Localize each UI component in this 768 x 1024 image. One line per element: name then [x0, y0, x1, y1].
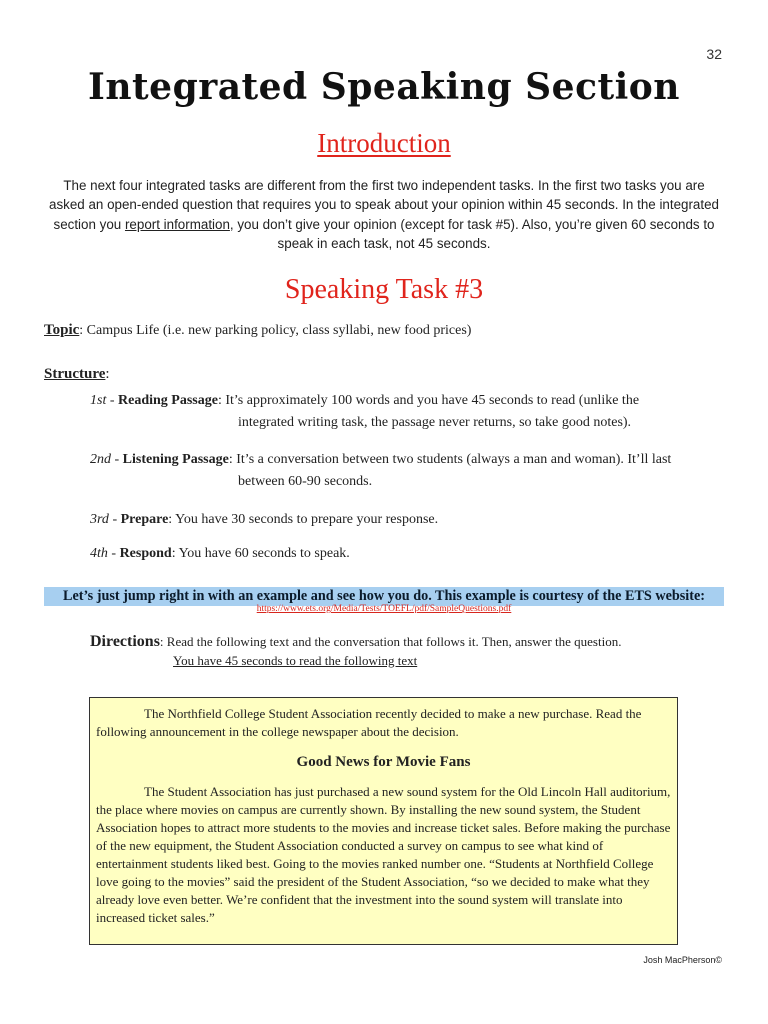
structure-step-2 [90, 449, 671, 493]
structure-label: Structure [44, 366, 106, 382]
introduction-heading: Introduction [317, 128, 451, 158]
example-banner: Let’s just jump right in with an example and see how you do. This example is courtesy of the ETS website: [44, 587, 724, 606]
step-dash: - [107, 546, 120, 561]
step-name: Prepare [120, 512, 169, 527]
structure-step-1 [90, 390, 639, 434]
ets-sample-questions-link[interactable]: https://www.ets.org/Media/Tests/TOEFL/pdf/SampleQuestions.pdf [256, 604, 512, 614]
author-credit: Josh MacPherson© [643, 955, 722, 965]
page-number: 32 [706, 46, 722, 62]
step-ordinal: 4th [90, 546, 108, 561]
step-ordinal: 3rd [90, 512, 109, 527]
topic-text: : Campus Life (i.e. new parking policy, class syllabi, new food prices) [79, 323, 472, 338]
step-dash: - [111, 452, 123, 467]
directions-block [90, 632, 621, 670]
structure-colon: : [105, 366, 110, 382]
announcement-body: The Student Association has just purchased a new sound system for the Old Lincoln Hall auditorium, the place where movies on campus are currently shown. By installing the new sound system, the Student Association hopes to attract more students to the movies and increase ticket sales. Before making the purchase of the new equipment, the Student Association conducted a survey on campus to see what kind of entertainment students liked best. Going to the movies ranked number one. “Students at Northfield College love going to the movies” said the president of the Student Association, “so we decided to make what they already love even better. We’re confident that the investment into the sound system will translate into increased ticket sales.” [96, 784, 671, 925]
report-information-underlined: report information [124, 216, 230, 232]
intro-text-part-1: The next four integrated tasks are different from the first two independent tasks. In the first two tasks you are asked an open-ended question that requires you to speak about your opinion within 45 seconds. In the integrated section you [49, 178, 719, 232]
topic-line [44, 322, 471, 339]
directions-reading-time: You have 45 seconds to read the following text [173, 653, 418, 668]
topic-label: Topic [44, 322, 80, 338]
announcement-title: Good News for Movie Fans [296, 754, 471, 770]
structure-step-3 [90, 509, 438, 531]
reading-passage-box [89, 697, 678, 945]
structure-step-4 [90, 543, 350, 565]
intro-text-part-2: , you don’t give your opinion (except for task #5). Also, you’re given 60 seconds to speak in each task, not 45 seconds. [229, 216, 715, 251]
step-text-continued: integrated writing task, the passage never returns, so take good notes). [238, 415, 632, 430]
step-name: Reading Passage [118, 393, 218, 408]
step-text: : It’s a conversation between two students (always a man and woman). It’ll last [228, 452, 672, 467]
passage-intro: The Northfield College Student Association recently decided to make a new purchase. Read the following announcement in the college newspaper about the decision. [96, 706, 642, 739]
step-ordinal: 2nd [90, 452, 111, 467]
introduction-text [44, 176, 724, 253]
step-text: : You have 60 seconds to speak. [171, 546, 350, 561]
step-dash: - [106, 393, 119, 408]
step-ordinal: 1st [90, 393, 107, 408]
page-title: Integrated Speaking Section [88, 66, 680, 108]
step-name: Respond [119, 546, 172, 561]
speaking-task-heading: Speaking Task #3 [284, 274, 484, 305]
step-text: : You have 30 seconds to prepare your response. [168, 512, 439, 527]
step-name: Listening Passage [122, 452, 229, 467]
step-text: : It’s approximately 100 words and you have 45 seconds to read (unlike the [217, 393, 640, 408]
directions-text: : Read the following text and the conversation that follows it. Then, answer the question. [159, 634, 622, 649]
step-text-continued: between 60-90 seconds. [238, 474, 373, 489]
structure-line [44, 366, 110, 383]
step-dash: - [108, 512, 121, 527]
directions-label: Directions [90, 633, 160, 650]
